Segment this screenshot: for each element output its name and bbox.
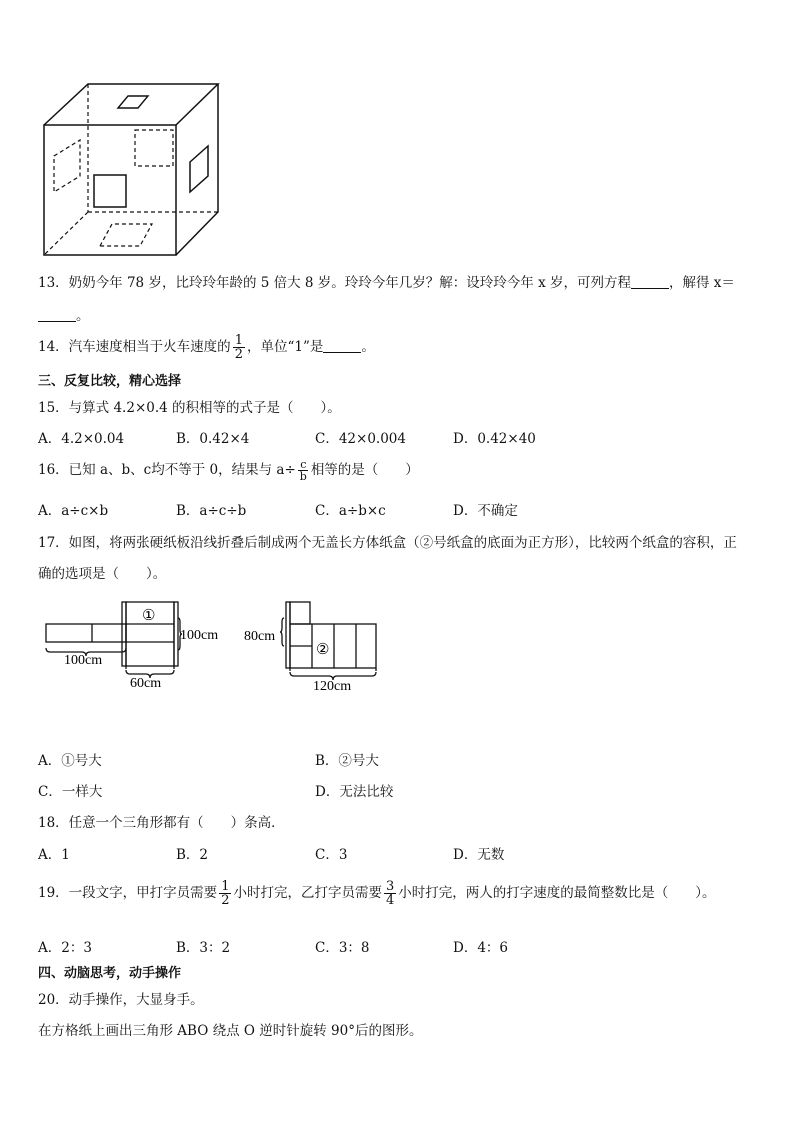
net1-side-label: 100cm	[180, 628, 219, 643]
option-a[interactable]: A．2：3	[38, 940, 92, 956]
option-c[interactable]: C．3	[315, 847, 348, 863]
question-14: 14．汽车速度相当于火车速度的 $\frac{1}{2}$ ，单位“1”是 。	[38, 333, 375, 362]
net2-label: ②	[316, 642, 330, 658]
fraction: $\frac{1}{2}$	[234, 333, 243, 362]
option-c[interactable]: C．一样大	[38, 784, 103, 800]
option-d[interactable]: D．4：6	[453, 940, 509, 956]
option-c[interactable]: C．42×0.004	[315, 431, 406, 447]
question-16: 16．已知 a、b、c均不等于 0，结果与 a÷ $\frac{c}{b}$ 相等的是（ ）	[38, 458, 419, 483]
answer-blank[interactable]	[323, 339, 361, 354]
option-b[interactable]: B．0.42×4	[176, 431, 250, 447]
option-d[interactable]: D．无数	[453, 847, 505, 863]
net1-label: ①	[142, 608, 156, 624]
answer-blank[interactable]	[38, 308, 76, 323]
answer-blank[interactable]	[631, 275, 669, 290]
question-15: 15．与算式 4.2×0.4 的积相等的式子是（ ）。	[38, 400, 341, 416]
option-d[interactable]: D．无法比较	[315, 784, 394, 800]
option-b[interactable]: B．2	[176, 847, 209, 863]
option-c[interactable]: C．3：8	[315, 940, 370, 956]
option-a[interactable]: A．①号大	[38, 753, 102, 769]
section-heading-4: 四、动脑思考，动手操作	[38, 966, 182, 981]
net2-bottom-label: 120cm	[313, 679, 352, 693]
fraction: $\frac{c}{b}$	[299, 458, 307, 483]
question-20: 20．动手操作，大显身手。	[38, 992, 204, 1008]
question-19: 19．一段文字，甲打字员需要 $\frac{1}{2}$ 小时打完，乙打字员需要 $\frac{3}{4}$ 小时打完，两人的打字速度的最简整数比是（ ）。	[38, 879, 716, 908]
question-13-cont: 。	[38, 304, 90, 324]
option-d[interactable]: D．不确定	[453, 503, 518, 519]
option-a[interactable]: A．4.2×0.04	[38, 431, 125, 447]
section-heading-3: 三、反复比较，精心选择	[38, 374, 182, 389]
question-13: 13．奶奶今年 78 岁，比玲玲年龄的 5 倍大 8 岁。玲玲今年几岁？解：设玲玲今年 x 岁，可列方程 ，解得 x＝	[38, 275, 735, 291]
option-a[interactable]: A．1	[38, 847, 70, 863]
option-a[interactable]: A．a÷c×b	[38, 503, 109, 519]
question-17: 17．如图，将两张硬纸板沿线折叠后制成两个无盖长方体纸盒（②号纸盒的底面为正方形），比较两个纸盒的容积，正	[38, 535, 737, 551]
option-d[interactable]: D．0.42×40	[453, 431, 536, 447]
box-nets-figure	[40, 598, 385, 693]
question-20-instruction: 在方格纸上画出三角形 ABO 绕点 O 逆时针旋转 90°后的图形。	[38, 1023, 423, 1039]
cube-figure	[40, 80, 225, 260]
fraction: $\frac{1}{2}$	[221, 879, 230, 908]
option-c[interactable]: C．a÷b×c	[315, 503, 386, 519]
question-18: 18．任意一个三角形都有（ ）条高．	[38, 815, 285, 831]
fraction: $\frac{3}{4}$	[385, 879, 395, 908]
option-b[interactable]: B．②号大	[315, 753, 379, 769]
option-b[interactable]: B．3：2	[176, 940, 231, 956]
question-17-cont: 确的选项是（ ）。	[38, 566, 167, 582]
net1-bottom-label: 100cm	[64, 653, 103, 668]
option-b[interactable]: B．a÷c÷b	[176, 503, 247, 519]
net1-width-label: 60cm	[130, 676, 162, 691]
net2-side-label: 80cm	[244, 629, 276, 644]
